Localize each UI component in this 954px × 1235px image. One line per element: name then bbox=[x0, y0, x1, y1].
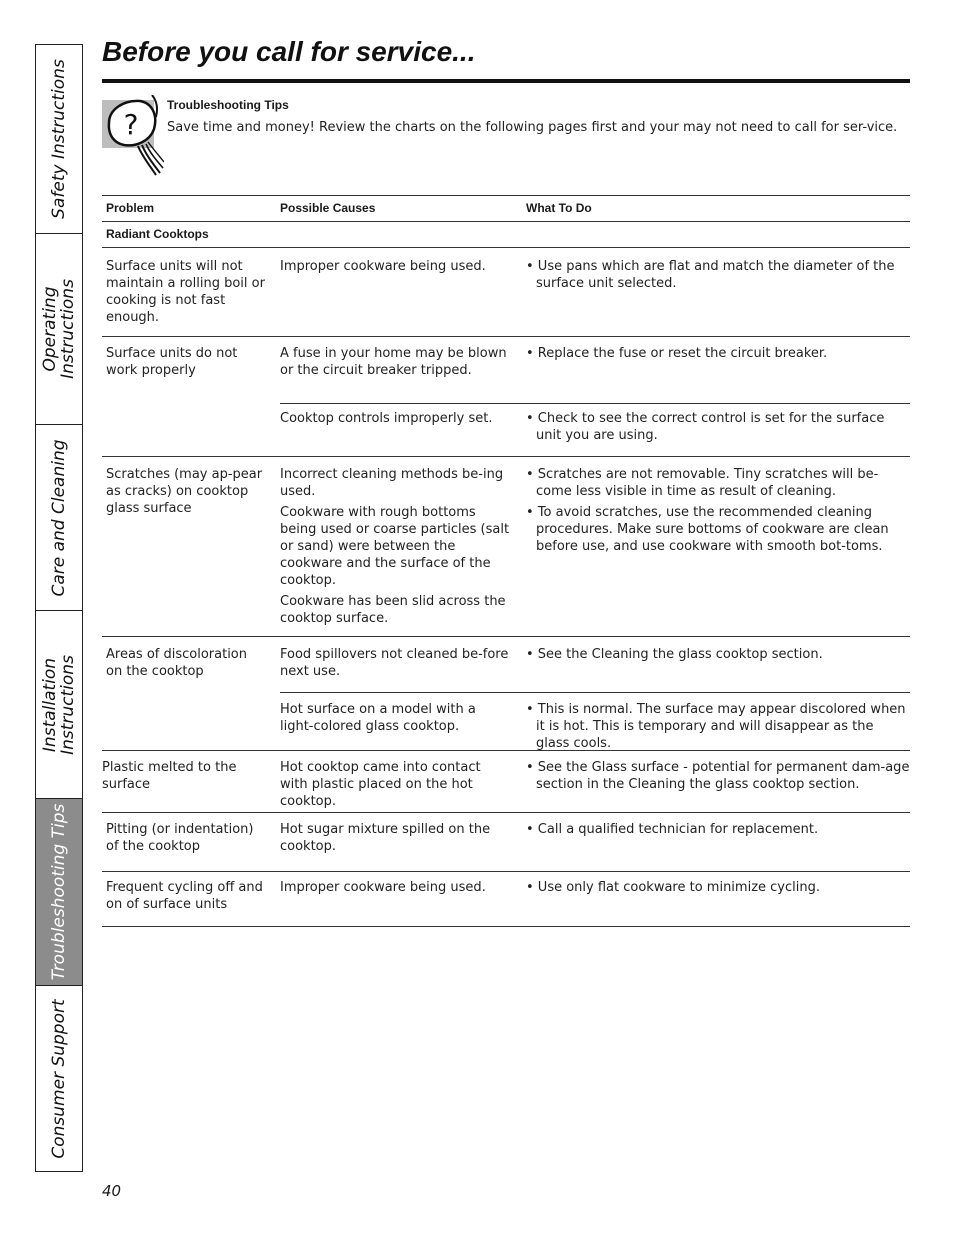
tab-installation-instructions[interactable] bbox=[36, 611, 82, 799]
cause-text: Improper cookware being used. bbox=[280, 880, 486, 895]
what-to-do bbox=[526, 646, 911, 667]
header-possible-causes: Possible Causes bbox=[280, 201, 376, 215]
problem-text: Areas of discoloration on the cooktop bbox=[106, 647, 248, 679]
question-mark-icon bbox=[102, 95, 164, 177]
what-to-do bbox=[526, 258, 911, 296]
table-header bbox=[102, 195, 910, 222]
possible-causes bbox=[280, 345, 510, 383]
todo-item: • See the Cleaning the glass cooktop section. bbox=[526, 647, 823, 662]
possible-causes bbox=[280, 701, 510, 739]
tips-heading: Troubleshooting Tips bbox=[167, 98, 289, 112]
cause-text: Hot surface on a model with a light-colored glass cooktop. bbox=[280, 702, 476, 734]
table-row bbox=[102, 872, 910, 927]
cause-text: Hot cooktop came into contact with plastic placed on the hot cooktop. bbox=[280, 760, 481, 809]
sub-divider bbox=[280, 403, 910, 404]
tab-care-and-cleaning[interactable] bbox=[36, 425, 82, 611]
possible-causes bbox=[280, 759, 510, 814]
problem-text: Surface units do not work properly bbox=[106, 346, 238, 378]
what-to-do bbox=[526, 345, 911, 366]
todo-item: • Use only flat cookware to minimize cycling. bbox=[526, 880, 820, 895]
tab-troubleshooting-tips[interactable] bbox=[36, 799, 82, 986]
cause-text: Hot sugar mixture spilled on the cooktop. bbox=[280, 822, 491, 854]
what-to-do bbox=[526, 410, 911, 448]
page-number: 40 bbox=[102, 1182, 122, 1200]
possible-causes bbox=[280, 466, 510, 631]
tab-label: Operating Instructions bbox=[40, 279, 78, 379]
problem-text: Surface units will not maintain a rolling boil or cooking is not fast enough. bbox=[106, 259, 265, 325]
todo-item: • Call a qualified technician for replacement. bbox=[526, 822, 819, 837]
problem-text: Pitting (or indentation) of the cooktop bbox=[106, 822, 254, 854]
tips-text: Save time and money! Review the charts on the following pages first and your may not need to call for ser-vice. bbox=[167, 120, 898, 135]
tab-safety-instructions[interactable] bbox=[36, 45, 82, 234]
what-to-do bbox=[526, 879, 911, 900]
todo-item: • Check to see the correct control is set for the surface unit you are using. bbox=[526, 411, 885, 443]
problem-text: Frequent cycling off and on of surface units bbox=[106, 880, 263, 912]
problem-text: Scratches (may ap-pear as cracks) on cooktop glass surface bbox=[106, 467, 263, 516]
table-row bbox=[102, 457, 910, 637]
title-rule bbox=[102, 79, 910, 83]
todo-item: • This is normal. The surface may appear discolored when it is hot. This is temporary and will disappear as the glass cools. bbox=[526, 702, 906, 751]
what-to-do bbox=[526, 466, 911, 559]
cause-text: Incorrect cleaning methods be-ing used. bbox=[280, 467, 504, 499]
todo-item: • To avoid scratches, use the recommended cleaning procedures. Make sure bottoms of cookware are clean before use, and use cookware with smooth bot-toms. bbox=[526, 505, 889, 554]
table-row bbox=[102, 637, 910, 751]
todo-item: • Use pans which are flat and match the diameter of the surface unit selected. bbox=[526, 259, 895, 291]
cause-text: A fuse in your home may be blown or the circuit breaker tripped. bbox=[280, 346, 507, 378]
todo-item: • Replace the fuse or reset the circuit breaker. bbox=[526, 346, 828, 361]
table-row bbox=[102, 337, 910, 457]
tab-consumer-support[interactable] bbox=[36, 986, 82, 1171]
what-to-do bbox=[526, 701, 911, 756]
tab-label: Safety Instructions bbox=[49, 59, 69, 219]
page-title: Before you call for service... bbox=[102, 36, 476, 67]
cause-text: Cookware with rough bottoms being used or coarse particles (salt or sand) were between the cookware and the surface of the cooktop. bbox=[280, 505, 510, 588]
tab-operating-instructions[interactable] bbox=[36, 234, 82, 425]
possible-causes bbox=[280, 646, 510, 684]
tab-label: Consumer Support bbox=[49, 998, 69, 1159]
problem-text: Plastic melted to the surface bbox=[102, 760, 237, 792]
tab-label: Troubleshooting Tips bbox=[49, 803, 69, 981]
header-what-to-do: What To Do bbox=[526, 201, 592, 215]
tab-label: Installation Instructions bbox=[40, 654, 78, 755]
table-row bbox=[102, 751, 910, 813]
possible-causes bbox=[280, 879, 510, 900]
possible-causes bbox=[280, 258, 510, 279]
section-header bbox=[102, 222, 910, 248]
header-problem: Problem bbox=[106, 201, 155, 215]
what-to-do bbox=[526, 821, 911, 842]
todo-item: • See the Glass surface - potential for permanent dam-age section in the Cleaning the glass cooktop section. bbox=[526, 760, 910, 792]
possible-causes bbox=[280, 821, 510, 859]
cause-text: Cookware has been slid across the cooktop surface. bbox=[280, 594, 506, 626]
todo-item: • Scratches are not removable. Tiny scratches will be-come less visible in time as result of cleaning. bbox=[526, 467, 879, 499]
possible-causes bbox=[280, 410, 510, 431]
cause-text: Cooktop controls improperly set. bbox=[280, 411, 493, 426]
what-to-do bbox=[526, 759, 911, 797]
table-row bbox=[102, 248, 910, 337]
cause-text: Improper cookware being used. bbox=[280, 259, 486, 274]
tab-label: Care and Cleaning bbox=[49, 438, 69, 597]
svg-text:?: ? bbox=[123, 108, 139, 141]
cause-text: Food spillovers not cleaned be-fore next use. bbox=[280, 647, 509, 679]
side-tabs bbox=[35, 44, 83, 1172]
troubleshooting-table bbox=[102, 195, 910, 927]
section-title: Radiant Cooktops bbox=[106, 227, 209, 241]
table-row bbox=[102, 813, 910, 872]
sub-divider bbox=[280, 692, 910, 693]
